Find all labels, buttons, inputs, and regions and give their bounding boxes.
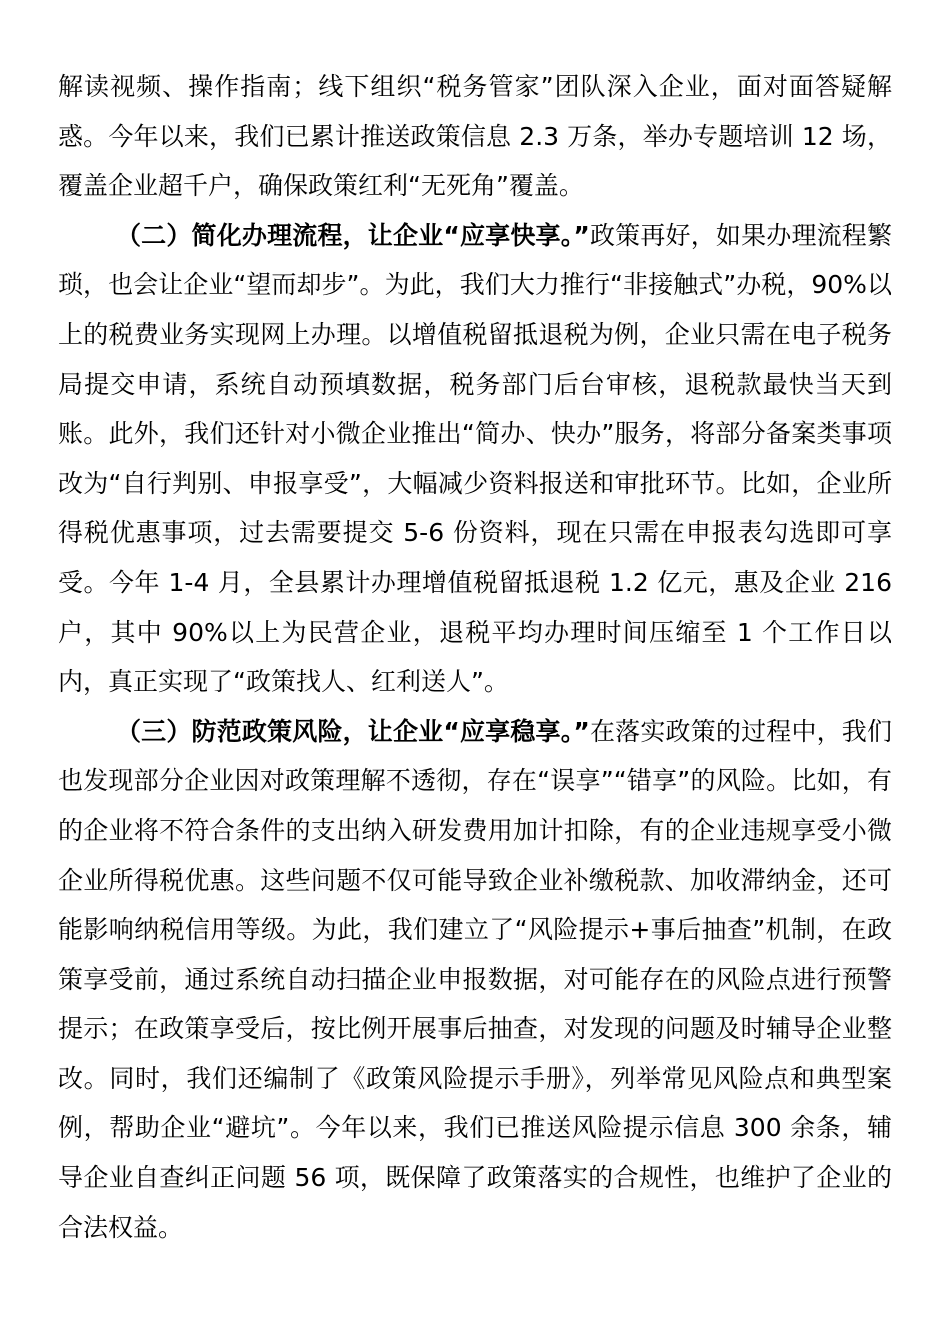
paragraph-body: 解读视频、操作指南；线下组织“税务管家”团队深入企业，面对面答疑解惑。今年以来，我们已累计推送政策信息 2.3 万条，举办专题培训 12 场，覆盖企业超千户，确保政策红利“无死角”覆盖。: [58, 72, 892, 201]
paragraph-simplify-process: [58, 211, 892, 707]
paragraph-body: 政策再好，如果办理流程繁琐，也会让企业“望而却步”。为此，我们大力推行“非接触式”办税，90%以上的税费业务实现网上办理。以增值税留抵退税为例，企业只需在电子税务局提交申请，系统自动预填数据，税务部门后台审核，退税款最快当天到账。此外，我们还针对小微企业推出“简办、快办”服务，将部分备案类事项改为“自行判别、申报享受”，大幅减少资料报送和审批环节。比如，企业所得税优惠事项，过去需要提交 5-6 份资料，现在只需在申报表勾选即可享受。今年 1-4 月，全县累计办理增值税留抵退税 1.2 亿元，惠及企业 216 户，其中 90%以上为民营企业，退税平均办理时间压缩至 1 个工作日以内，真正实现了“政策找人、红利送人”。: [58, 220, 892, 697]
section-heading-two: （二）简化办理流程，让企业“应享快享。”: [116, 220, 590, 250]
document-page: [58, 62, 892, 1252]
section-heading-three: （三）防范政策风险，让企业“应享稳享。”: [116, 716, 590, 746]
paragraph-body: 在落实政策的过程中，我们也发现部分企业因对政策理解不透彻，存在“误享”“错享”的风险。比如，有的企业将不符合条件的支出纳入研发费用加计扣除，有的企业违规享受小微企业所得税优惠。这些问题不仅可能导致企业补缴税款、加收滞纳金，还可能影响纳税信用等级。为此，我们建立了“风险提示+事后抽查”机制，在政策享受前，通过系统自动扫描企业申报数据，对可能存在的风险点进行预警提示；在政策享受后，按比例开展事后抽查，对发现的问题及时辅导企业整改。同时，我们还编制了《政策风险提示手册》，列举常见风险点和典型案例，帮助企业“避坑”。今年以来，我们已推送风险提示信息 300 余条，辅导企业自查纠正问题 56 项，既保障了政策落实的合规性，也维护了企业的合法权益。: [58, 716, 892, 1242]
paragraph-prevent-risk: [58, 707, 892, 1253]
paragraph-continuation: [58, 62, 892, 211]
